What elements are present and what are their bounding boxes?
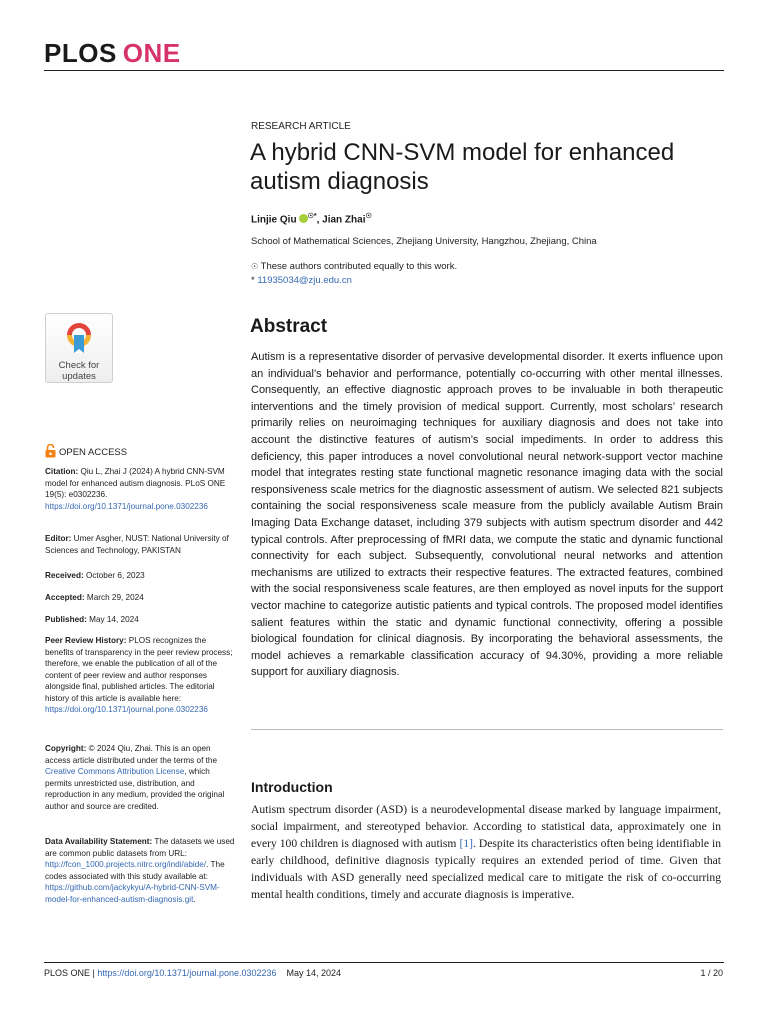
journal-logo[interactable]	[44, 38, 181, 69]
editor-text: Umer Asgher, NUST: National University of Sciences and Technology, PAKISTAN	[45, 534, 229, 555]
badge-line: Check for	[58, 360, 100, 371]
author-name[interactable]: Jian Zhai	[322, 214, 366, 226]
peer-review-label: Peer Review History:	[45, 636, 127, 645]
editor-label: Editor:	[45, 534, 72, 543]
author-name[interactable]: Linjie Qiu	[251, 214, 297, 226]
article-type: RESEARCH ARTICLE	[251, 121, 351, 132]
data-availability-text: . The codes associated with this study available at:	[45, 860, 225, 881]
citation-block	[45, 466, 235, 512]
data-availability-text: The datasets we used are common public datasets from URL:	[45, 837, 235, 858]
orcid-icon[interactable]	[299, 214, 308, 223]
published-date: May 14, 2024	[89, 615, 139, 624]
author-list	[251, 212, 372, 225]
citation-ref-link[interactable]: [1]	[459, 837, 473, 850]
author-separator: ,	[316, 214, 323, 226]
open-lock-icon	[45, 444, 56, 458]
introduction-heading: Introduction	[251, 779, 333, 795]
page-number: 1 / 20	[700, 968, 723, 978]
peer-review-block	[45, 635, 235, 716]
intro-text: . Despite its characteristics often being identifiable in early childhood, definitive diagnosis typically requires an extended period of time. Given that individuals with ASD generally need specialized medical care to mitigate the risk of co-occurring mental health conditions, timely and accurate diagnosis is imperative.	[251, 837, 721, 901]
abstract-text: Autism is a representative disorder of pervasive developmental disorder. It exerts influence upon an individual’s behavior and performance, potentially co-occurring with other mental illnesses. Consequently, an effective diagnostic approach proves to be invaluable in both therapeutic interventions and the timely provision of medical support. Currently, most scholars’ research primarily relies on neuroimaging techniques for auxiliary diagnosis and does not take into account the distinctive features of autism’s social impediments. In order to address this deficiency, this paper introduces a novel convolutional neural network-support vector machine model that integrates resting state functional magnetic resonance imaging data with the social responsiveness scale metrics for the diagnostic assessment of autism. We selected 821 subjects containing the social responsiveness scale measure from the publicly available Autism Brain Imaging Data Exchange dataset, including 379 subjects with autism spectrum disorder and 442 typical controls. After preprocessing of fMRI data, we compute the static and dynamic functional connectivity for each subject. Subsequently, convolutional neural networks and attention mechanisms are utilized to extracts their respective features. The extracted features, combined with the social responsiveness scale features, are then employed as novel inputs for the support vector machine to categorize autistic patients and typical controls. The proposed model identifies salient features within the static and dynamic functional connectivity, offering a possible biological foundation for clinical diagnosis. By incorporating the behavioral assessments, the model achieves a remarkable classification accuracy of 94.30%, providing a more reliable support for auxiliary diagnosis.	[251, 351, 723, 679]
crossmark-icon	[64, 320, 94, 354]
footer	[44, 968, 341, 978]
data-availability-label: Data Availability Statement:	[45, 837, 153, 846]
copyright-text: © 2024 Qiu, Zhai. This is an open access article distributed under the terms of the	[45, 744, 218, 765]
logo-plos: PLOS	[44, 38, 117, 68]
published-block	[45, 614, 235, 626]
code-link[interactable]: https://github.com/jackykyu/A-hybrid-CNN-SVM-model-for-enhanced-autism-diagnosis.git	[45, 883, 220, 904]
check-for-updates-badge[interactable]	[45, 313, 113, 383]
copyright-label: Copyright:	[45, 744, 87, 753]
license-link[interactable]: Creative Commons Attribution License	[45, 767, 185, 776]
accepted-block	[45, 592, 235, 604]
affiliation: School of Mathematical Sciences, Zhejiang University, Hangzhou, Zhejiang, China	[251, 236, 597, 247]
copyright-text: , which permits unrestricted use, distribution, and reproduction in any medium, provided the original author and source are credited.	[45, 767, 225, 811]
corresponding-mark: *	[313, 213, 317, 220]
abstract-heading: Abstract	[250, 316, 328, 337]
received-block	[45, 570, 235, 582]
equal-contribution-icon: ☉	[365, 213, 372, 220]
peer-review-link[interactable]: https://doi.org/10.1371/journal.pone.0302236	[45, 705, 208, 714]
equal-contribution-icon: ☉	[251, 262, 259, 271]
article-title: A hybrid CNN-SVM model for enhanced autism diagnosis	[250, 139, 675, 195]
data-availability-text: .	[193, 894, 196, 904]
accepted-label: Accepted:	[45, 593, 85, 602]
footer-date: May 14, 2024	[286, 968, 342, 978]
footer-doi-link[interactable]: https://doi.org/10.1371/journal.pone.0302236	[97, 968, 277, 978]
equal-contribution-note	[251, 261, 457, 272]
citation-text: Qiu L, Zhai J (2024) A hybrid CNN-SVM model for enhanced autism diagnosis. PLoS ONE 19(5): e0302236.	[45, 467, 226, 499]
received-date: October 6, 2023	[85, 571, 145, 580]
corresponding-note	[251, 275, 352, 286]
email-link[interactable]: 11935034@zju.edu.cn	[257, 275, 352, 286]
copyright-block	[45, 743, 235, 812]
peer-review-text: PLOS recognizes the benefits of transparency in the peer review process; therefore, we enable the publication of all of the content of peer review and author responses alongside final, published articles. The editorial history of this article is available here:	[45, 636, 233, 703]
intro-text: Autism spectrum disorder (ASD) is a neurodevelopmental disease marked by language impairment, social impairment, and stereotyped behavior. According to statistical data, approximately one in every 100 children is diagnosed with autism	[251, 803, 721, 850]
equal-contribution-text: These authors contributed equally to this work.	[260, 261, 458, 272]
footer-journal: PLOS ONE |	[44, 968, 98, 978]
editor-block	[45, 533, 235, 556]
badge-line: updates	[62, 371, 96, 382]
accepted-date: March 29, 2024	[86, 593, 144, 602]
footer-divider	[44, 962, 724, 963]
received-label: Received:	[45, 571, 84, 580]
badge-label	[46, 360, 112, 382]
corresponding-mark: *	[251, 275, 255, 286]
dataset-link[interactable]: http://fcon_1000.projects.nitrc.org/indi/abide/	[45, 860, 207, 869]
citation-label: Citation:	[45, 467, 79, 476]
logo-one: ONE	[122, 38, 181, 68]
open-access-label	[45, 444, 127, 458]
open-access-text: OPEN ACCESS	[59, 447, 128, 458]
data-availability-block	[45, 836, 235, 905]
published-label: Published:	[45, 615, 87, 624]
citation-doi-link[interactable]: https://doi.org/10.1371/journal.pone.0302236	[45, 501, 208, 511]
header-divider	[44, 70, 724, 71]
abstract-divider	[251, 729, 723, 730]
introduction-text	[251, 801, 721, 903]
equal-contribution-icon: ☉	[307, 213, 314, 220]
